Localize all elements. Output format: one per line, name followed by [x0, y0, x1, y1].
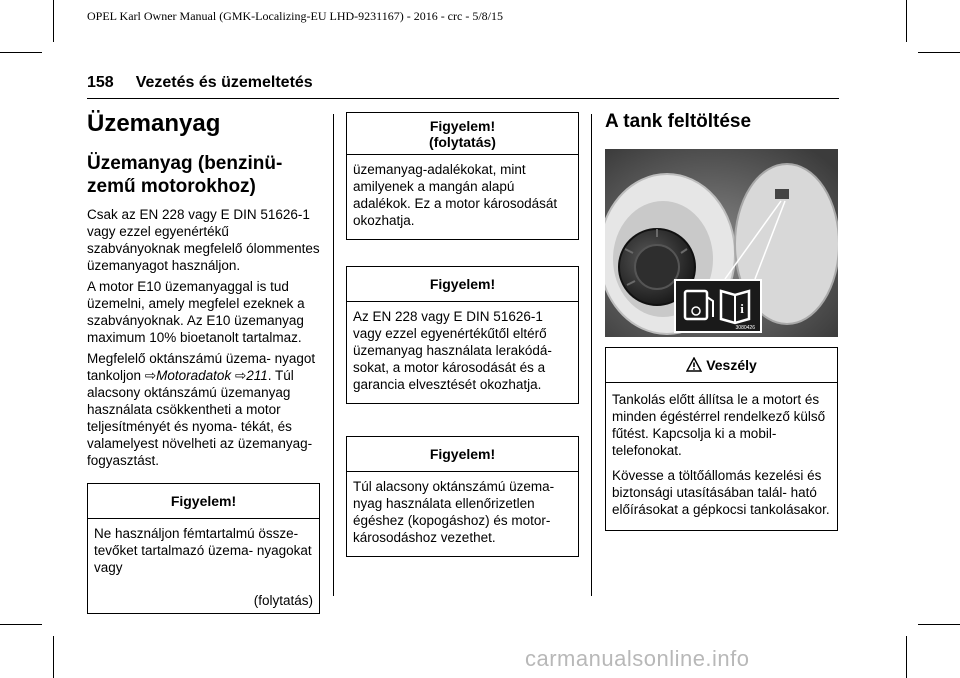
danger-text: Kövesse a töltőállomás kezelési és biztonsági utasításában talál- ható előírásokat a gépkocsi tankolásakor. — [612, 468, 830, 517]
danger-box — [605, 347, 838, 531]
crop-mark — [53, 0, 54, 42]
page-heading — [87, 74, 313, 92]
caution-box — [87, 483, 320, 614]
caution-heading — [347, 113, 578, 155]
caution-box — [346, 266, 579, 404]
photo-code: 3080426 — [735, 325, 755, 331]
arrow-right-icon: ⇨ — [144, 368, 157, 383]
subtitle: Üzemanyag (benzinü- zemű motorokhoz) — [87, 153, 283, 197]
main-title: Üzemanyag — [87, 110, 221, 137]
crop-mark — [918, 52, 960, 53]
crop-mark — [918, 624, 960, 625]
paragraph-text: Megfelelő oktánszámú üzema- nyagot tankoljon — [87, 351, 316, 383]
paragraph-text: . Túl alacsony oktánszámú üzemanyag használata csökkentheti a motor teljesítményét és nyoma- tékát, és valamelyest növelheti az üzemanyag-fogyasztást. — [87, 368, 313, 468]
document-header: OPEL Karl Owner Manual (GMK-Localizing-EU LHD-9231167) - 2016 - crc - 5/8/15 — [87, 9, 503, 23]
caution-heading: Figyelem! — [88, 484, 319, 519]
paragraph — [87, 350, 320, 469]
caution-text: Ne használjon fémtartalmú össze- tevőket tartalmazó üzema- nyagokat vagy — [94, 526, 312, 575]
crop-mark — [906, 0, 907, 42]
arrow-right-icon: ⇨ — [234, 368, 247, 383]
danger-heading-text: Veszély — [706, 357, 757, 373]
crop-mark — [906, 636, 907, 678]
svg-text:i: i — [740, 301, 744, 316]
caution-text: Túl alacsony oktánszámú üzema- nyag használata ellenőrizetlen égéshez (kopogáshoz) és motor- károsodáshoz vezethet. — [353, 479, 555, 545]
caution-body — [347, 472, 578, 556]
page-number: 158 — [87, 74, 114, 91]
danger-body — [606, 383, 837, 530]
danger-heading — [606, 348, 837, 383]
column-2 — [346, 112, 579, 557]
crop-mark — [0, 52, 42, 53]
column-separator — [333, 114, 334, 596]
heading-rule — [87, 98, 839, 99]
danger-text: Tankolás előtt állítsa le a motort és minden égéstérrel rendelkező külső fűtést. Kapcsolja ki a mobil- telefonokat. — [612, 392, 826, 458]
crop-mark — [0, 624, 42, 625]
continued-label: (folytatás) — [253, 593, 313, 608]
column-separator — [591, 114, 592, 596]
caution-body — [347, 155, 578, 239]
watermark: carmanualsonline.info — [525, 646, 750, 671]
caution-text: üzemanyag-adalékokat, mint amilyenek a mangán alapú adalékok. Ez a motor károsodását okozhatja. — [353, 162, 558, 228]
caution-box-continued — [346, 112, 579, 240]
column-1 — [87, 110, 320, 614]
warning-triangle-icon — [686, 357, 702, 373]
section-heading: A tank feltöltése — [605, 111, 752, 132]
fuel-filler-photo — [605, 149, 838, 337]
caution-body — [88, 519, 319, 586]
caution-heading: Figyelem! — [347, 437, 578, 472]
caution-text: Az EN 228 vagy E DIN 51626-1 vagy ezzel egyenértékűtől eltérő üzemanyag használata lerakódá- sokat, a motor károsodását és a garancia elvesztését okozhatja. — [353, 309, 552, 392]
caution-body — [347, 302, 578, 403]
caution-box — [346, 436, 579, 557]
crop-mark — [53, 636, 54, 678]
column-3 — [605, 110, 838, 531]
cross-reference-page[interactable]: 211 — [246, 368, 268, 383]
fuel-filler-illustration — [605, 149, 838, 337]
cross-reference-link[interactable]: Motoradatok — [156, 368, 232, 383]
paragraph: A motor E10 üzemanyaggal is tud üzemelni, amely megfelel ezeknek a szabványoknak. Az E10 üzemanyag maximum 10% bioetanolt tartalmaz. — [87, 279, 305, 345]
caution-heading-continued: (folytatás) — [429, 134, 496, 150]
section-title: Vezetés és üzemeltetés — [135, 74, 313, 91]
paragraph: Csak az EN 228 vagy E DIN 51626-1 vagy ezzel egyenértékű szabványoknak megfelelő ólommentes üzemanyagot használjon. — [87, 207, 320, 273]
caution-heading-title: Figyelem! — [429, 118, 496, 134]
caution-heading: Figyelem! — [347, 267, 578, 302]
